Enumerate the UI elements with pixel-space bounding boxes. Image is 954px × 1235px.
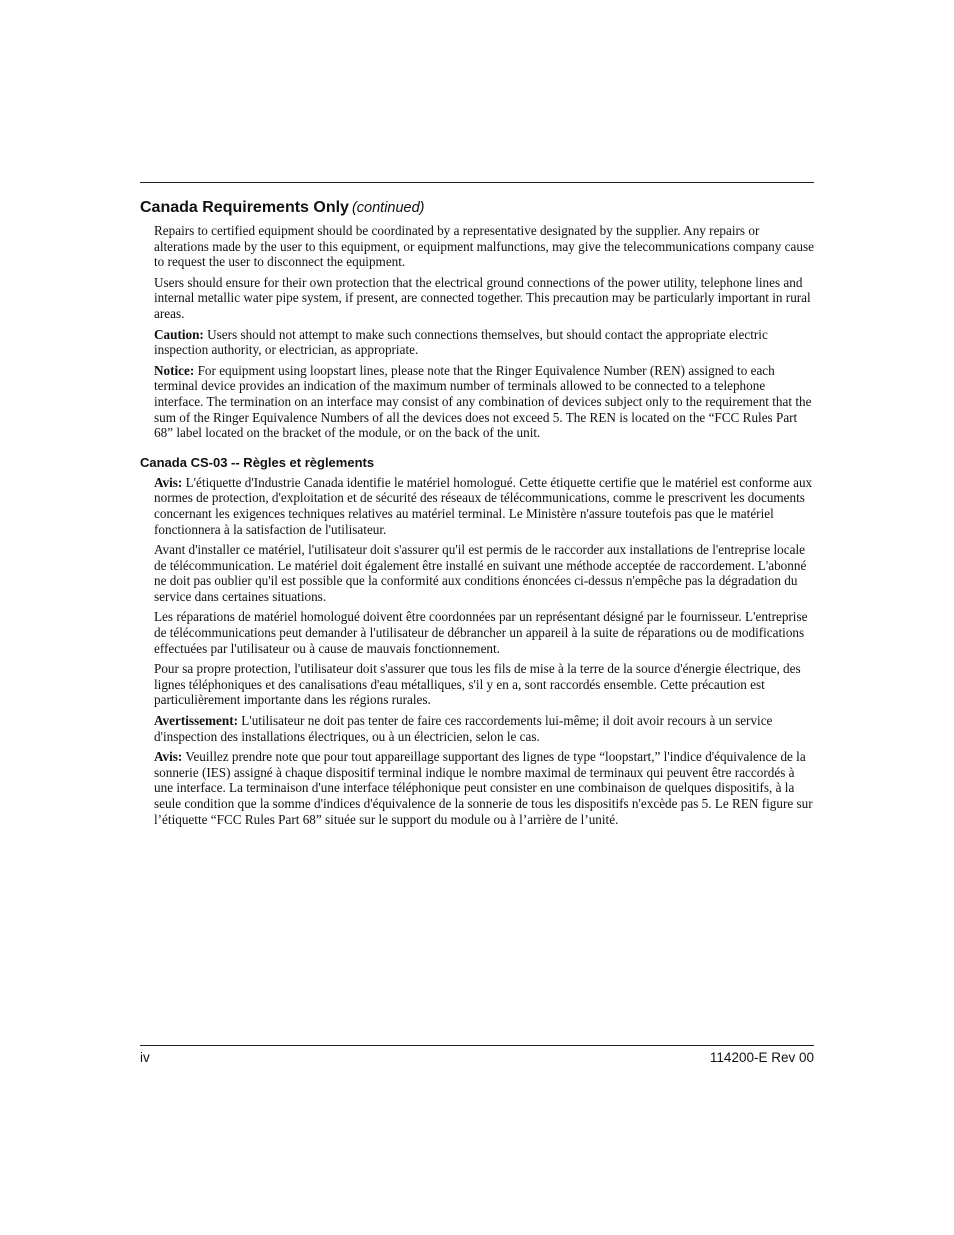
paragraph	[154, 223, 814, 270]
avertissement-label: Avertissement:	[154, 713, 238, 729]
paragraph-text: Users should ensure for their own protection that the electrical ground connections of the power utility, telephone lines and internal metallic water pipe system, if present, are connected together. This precaution may be particularly important in rural areas.	[154, 274, 811, 321]
caution-label: Caution:	[154, 326, 204, 342]
footer-rule	[140, 1045, 814, 1046]
avis-label: Avis:	[154, 749, 183, 765]
paragraph	[154, 661, 814, 708]
paragraph-text: Pour sa propre protection, l'utilisateur doit s'assurer que tous les fils de mise à la terre de la source d'énergie électrique, des lignes téléphoniques et des canalisations d'eau métalliques, s'il y en a, sont raccordés ensemble. Cette précaution est particulièrement importante dans les régions rurales.	[154, 661, 801, 708]
section-title-text: Canada Requirements Only	[140, 199, 349, 216]
paragraph-text: Users should not attempt to make such connections themselves, but should contact the appropriate electric inspection authority, or electrician, as appropriate.	[154, 326, 768, 358]
avis-paragraph	[154, 475, 814, 537]
page-content	[140, 198, 814, 832]
paragraph-text: Les réparations de matériel homologué doivent être coordonnées par un représentant désigné par le fournisseur. L'entreprise de télécommunications peut demander à l'utilisateur de débrancher un appareil à la suite de réparations ou de modifications effectuées par l'utilisateur ou à cause de mauvais fonctionnement.	[154, 609, 808, 656]
avertissement-paragraph	[154, 713, 814, 744]
document-id: 114200-E Rev 00	[709, 1050, 814, 1065]
notice-label: Notice:	[154, 362, 195, 378]
notice-paragraph	[154, 363, 814, 441]
paragraph	[154, 609, 814, 656]
paragraph-text: For equipment using loopstart lines, please note that the Ringer Equivalence Number (REN) assigned to each terminal device provides an indication of the maximum number of terminals allowed to be connected to a telephone interface. The termination on an interface may consist of any combination of devices subject only to the requirement that the sum of the Ringer Equivalence Numbers of all the devices does not exceed 5. The REN is located on the “FCC Rules Part 68” label located on the bracket of the module, or on the back of the unit.	[154, 362, 812, 441]
paragraph-text: Repairs to certified equipment should be coordinated by a representative designated by the supplier. Any repairs or alterations made by the user to this equipment, or equipment malfunctions, may give the telecommunications company cause to request the user to disconnect the equipment.	[154, 223, 814, 270]
paragraph-text: L'étiquette d'Industrie Canada identifie le matériel homologué. Cette étiquette certifie que le matériel est conforme aux normes de protection, d'exploitation et de sécurité des réseaux de télécommunications, comme le prescrivent les documents concernant les exigences techniques relatives au matériel terminal. Le Ministère n'assure toutefois pas que le matériel fonctionnera à la satisfaction de l'utilisateur.	[154, 474, 813, 537]
avis-paragraph	[154, 749, 814, 827]
page-number: iv	[140, 1050, 150, 1065]
subsection-title: Canada CS-03 -- Règles et règlements	[140, 454, 375, 470]
caution-paragraph	[154, 327, 814, 358]
section-title	[140, 198, 814, 218]
paragraph-text: L'utilisateur ne doit pas tenter de faire ces raccordements lui-même; il doit avoir recours à un service d'inspection des installations électriques, ou à un électricien, selon le cas.	[154, 713, 773, 744]
header-rule	[140, 182, 814, 183]
section-title-continued: (continued)	[351, 200, 425, 216]
paragraph-text: Veuillez prendre note que pour tout appareillage supportant des lignes de type “loopstart,” l'indice d'équivalence de la sonnerie (IES) assigné à chaque dispositif terminal indique le nombre maximal de terminaux qui peuvent être raccordés à une interface. La terminaison d'une interface téléphonique peut consister en une combinaison de quelques dispositifs, à la seule condition que la somme d'indices d'équivalence de la sonnerie de tous les dispositifs n'excède pas 5. Le REN figure sur l’étiquette “FCC Rules Part 68” située sur le support du module ou à l’arrière de l’unité.	[154, 749, 813, 827]
paragraph	[154, 542, 814, 604]
avis-label: Avis:	[154, 474, 183, 490]
paragraph	[154, 275, 814, 322]
paragraph-text: Avant d'installer ce matériel, l'utilisateur doit s'assurer qu'il est permis de le raccorder aux installations de l'entreprise locale de télécommunication. Le matériel doit également être installé en suivant une méthode acceptée de raccordement. L'abonné ne doit pas oublier qu'il est possible que la conformité aux conditions énoncées ci-dessus n'empêche pas la dégradation du service dans certaines situations.	[154, 542, 807, 604]
